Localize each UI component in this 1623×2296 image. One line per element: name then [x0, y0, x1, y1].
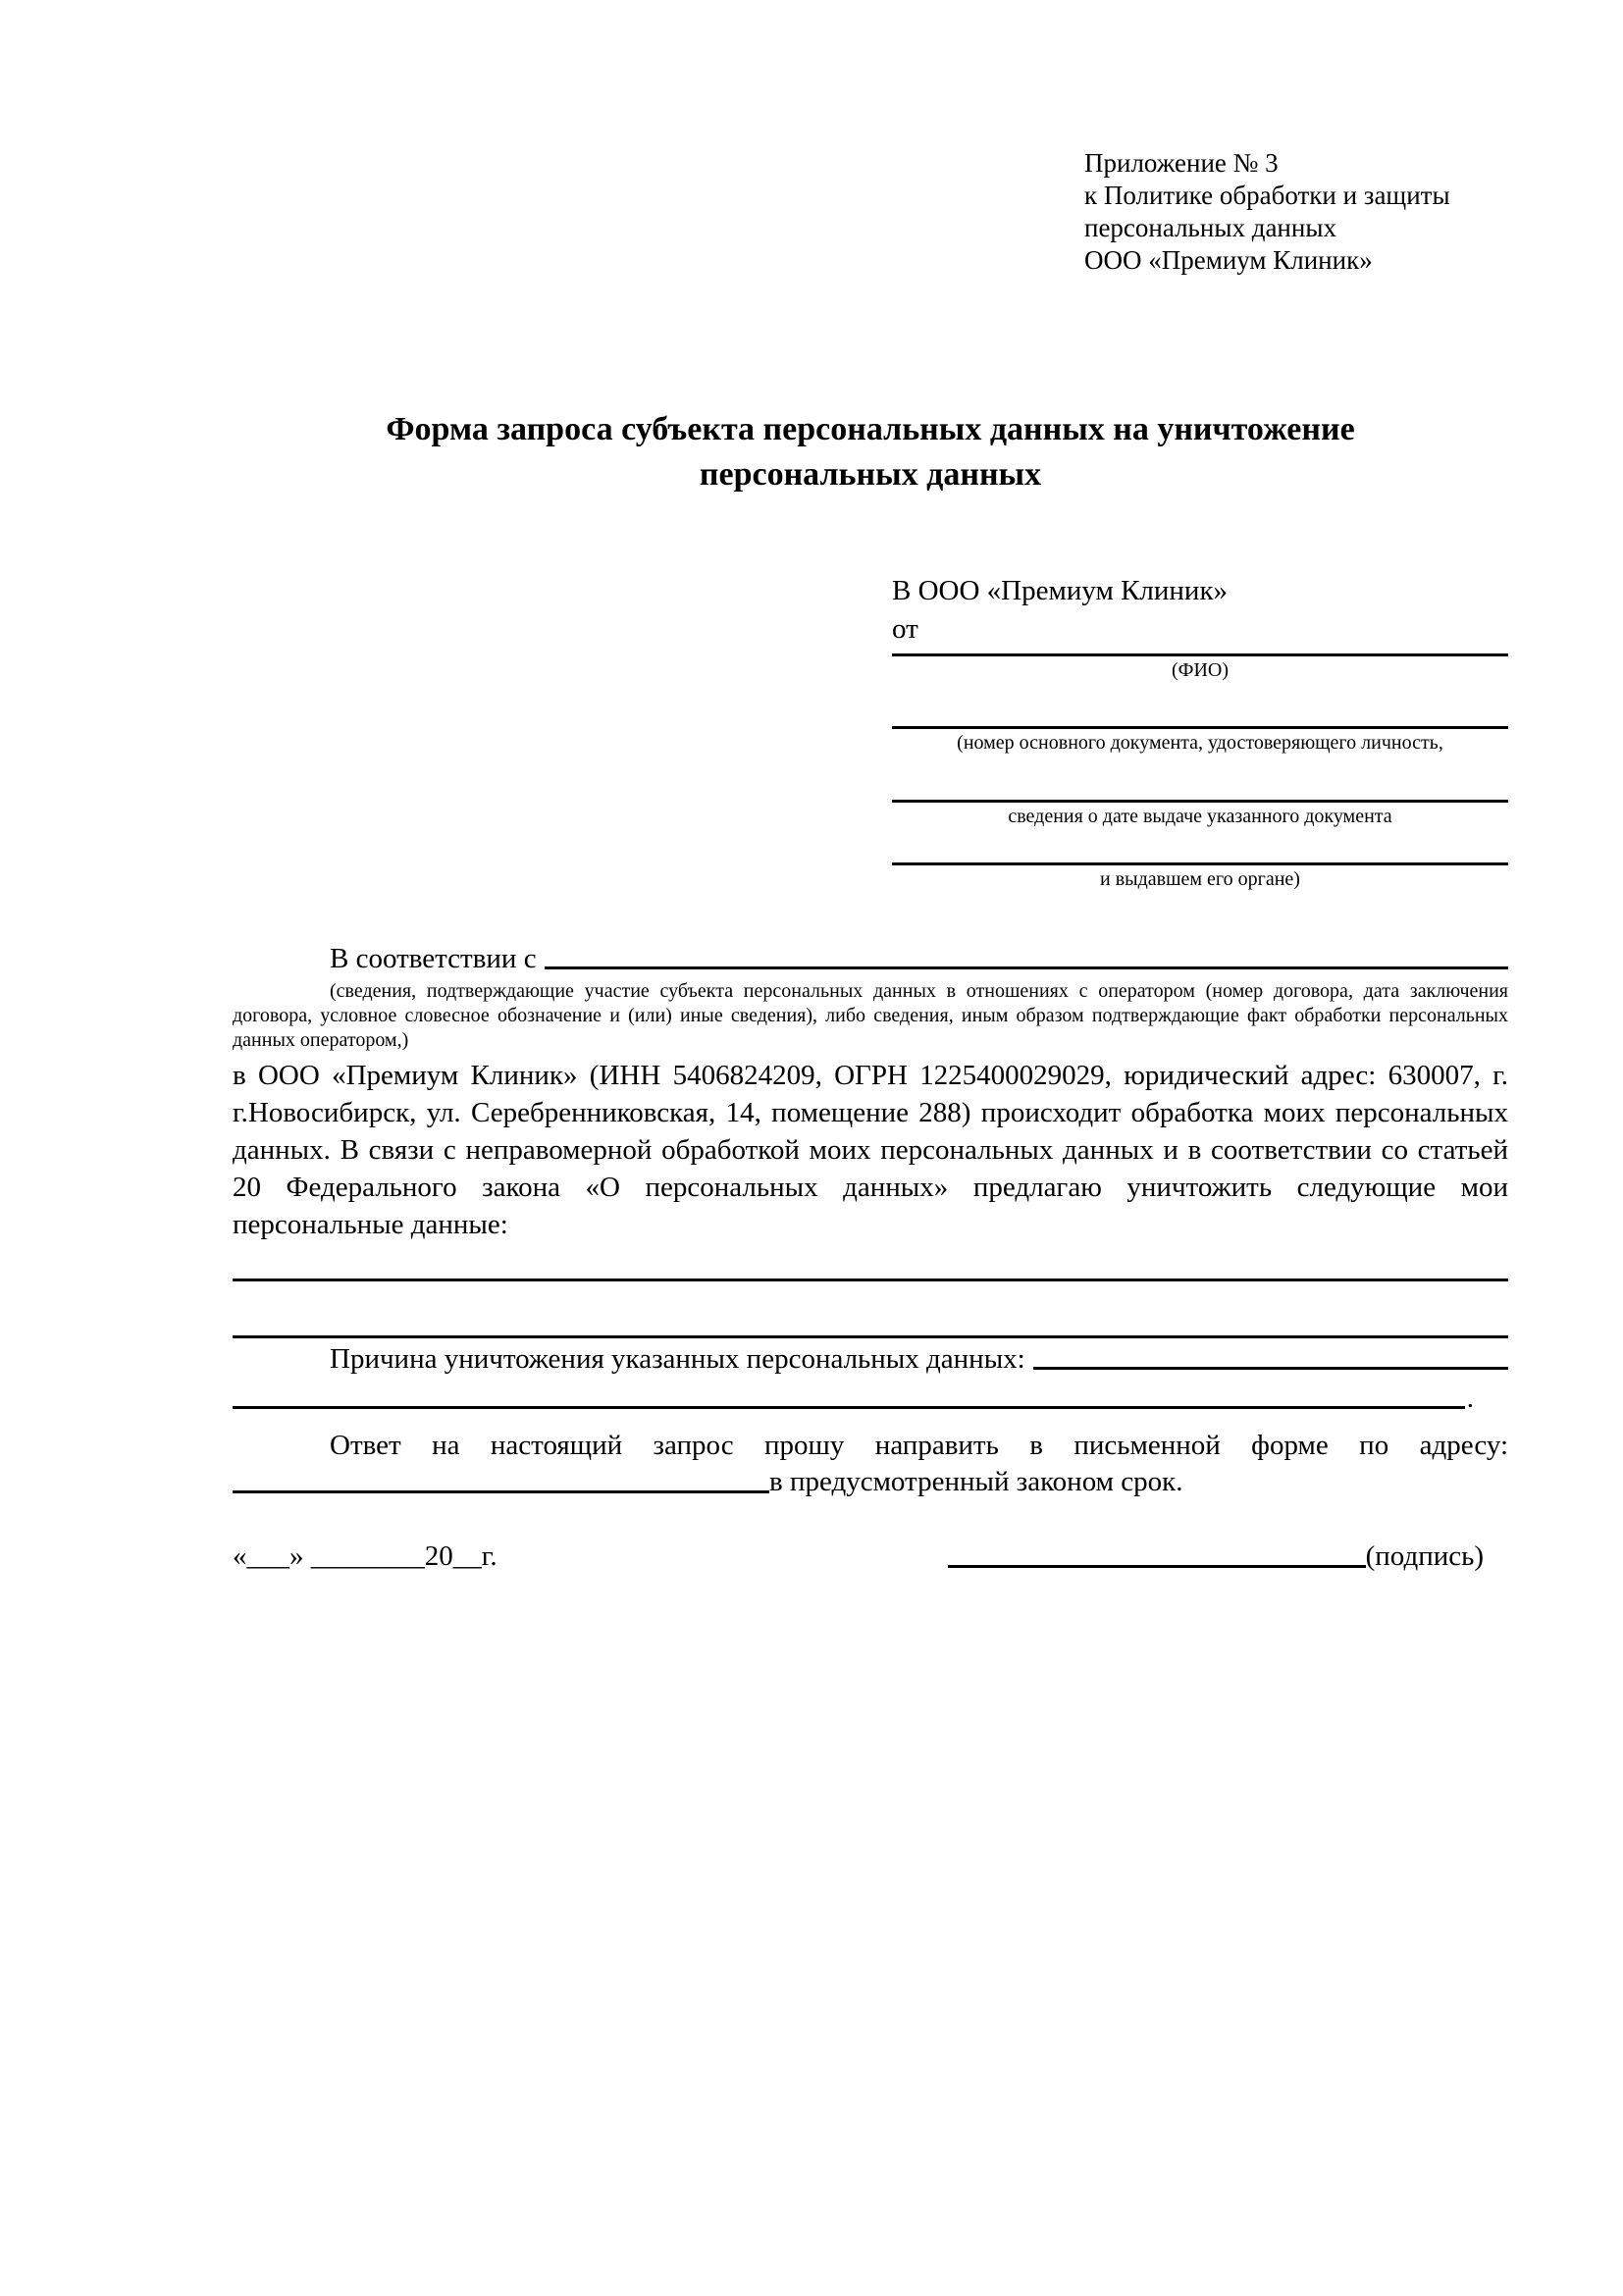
id-document-caption: (номер основного документа, удостоверяющего личность,: [957, 732, 1443, 754]
addressee-from: от: [892, 613, 918, 645]
appendix-note-line: ООО «Премиум Клиник»: [1084, 245, 1373, 275]
accordance-row: [233, 942, 1508, 975]
reason-blank-line-2: [233, 1382, 1465, 1409]
issuing-authority-caption: и выдавшем его органе): [1100, 868, 1300, 890]
accordance-blank-line: [545, 942, 1508, 969]
date-blank: «___» ________20__г.: [233, 1540, 497, 1572]
addressee-block: [892, 574, 1508, 891]
accordance-note: (сведения, подтверждающие участие субъекта персональных данных в отношениях с оператором (номер договора, дата заключения договора, условное словесное обозначение и (или) иные сведения), либо сведения, иным образом подтверждающие факт обработки персональных данных оператором,): [233, 980, 1508, 1051]
signature-group: [948, 1539, 1484, 1574]
appendix-note-line: персональных данных: [1084, 213, 1336, 242]
personal-data-blank-line-2: [233, 1281, 1508, 1338]
reason-period: .: [1466, 1383, 1474, 1414]
addressee-to: В ООО «Премиум Клиник»: [892, 575, 1229, 606]
request-body: в ООО «Премиум Клиник» (ИНН 5406824209, ОГРН 1225400029029, юридический адрес: 630007, г. г.Новосибирск, ул. Серебренниковская, 14, помещение 288) происходит обработка моих персональных данных. В связи с неправомерной обработкой моих персональных данных и в соответствии со статьей 20 Федерального закона «О персональных данных» предлагаю уничтожить следующие мои персональные данные:: [233, 1060, 1508, 1240]
reason-row: [233, 1342, 1508, 1376]
signature-row: [233, 1539, 1508, 1574]
id-document-blank-line: [892, 682, 1508, 729]
signature-caption: (подпись): [1365, 1540, 1484, 1572]
appendix-note-line: Приложение № 3: [1084, 148, 1279, 178]
appendix-note-line: к Политике обработки и защиты: [1084, 181, 1450, 210]
reply-address-paragraph: Ответ на настоящий запрос прошу направить в письменной форме по адресу:: [330, 1430, 1508, 1461]
appendix-note: [1084, 147, 1508, 277]
fio-blank-line: [892, 646, 1508, 656]
document-title-line: Форма запроса субъекта персональных данных на уничтожение: [386, 411, 1355, 447]
fio-caption: (ФИО): [1171, 659, 1229, 681]
document-title: [233, 407, 1508, 497]
accordance-lead: В соответствии с: [330, 943, 537, 974]
signature-blank-line: [948, 1539, 1366, 1568]
reply-address-blank-line: [233, 1464, 769, 1493]
issuing-authority-blank-line: [892, 828, 1508, 865]
issue-date-blank-line: [892, 755, 1508, 803]
reason-row-2: [233, 1382, 1474, 1415]
issue-date-caption: сведения о дате выдаче указанного документа: [1008, 806, 1392, 827]
reason-blank-line: [1033, 1342, 1508, 1370]
document-title-line: персональных данных: [699, 456, 1042, 493]
reply-address-row: [233, 1464, 1508, 1499]
reason-label: Причина уничтожения указанных персональных данных:: [330, 1343, 1025, 1375]
reply-deadline-text: в предусмотренный законом срок.: [769, 1466, 1183, 1497]
personal-data-blank-line-1: [233, 1243, 1508, 1281]
